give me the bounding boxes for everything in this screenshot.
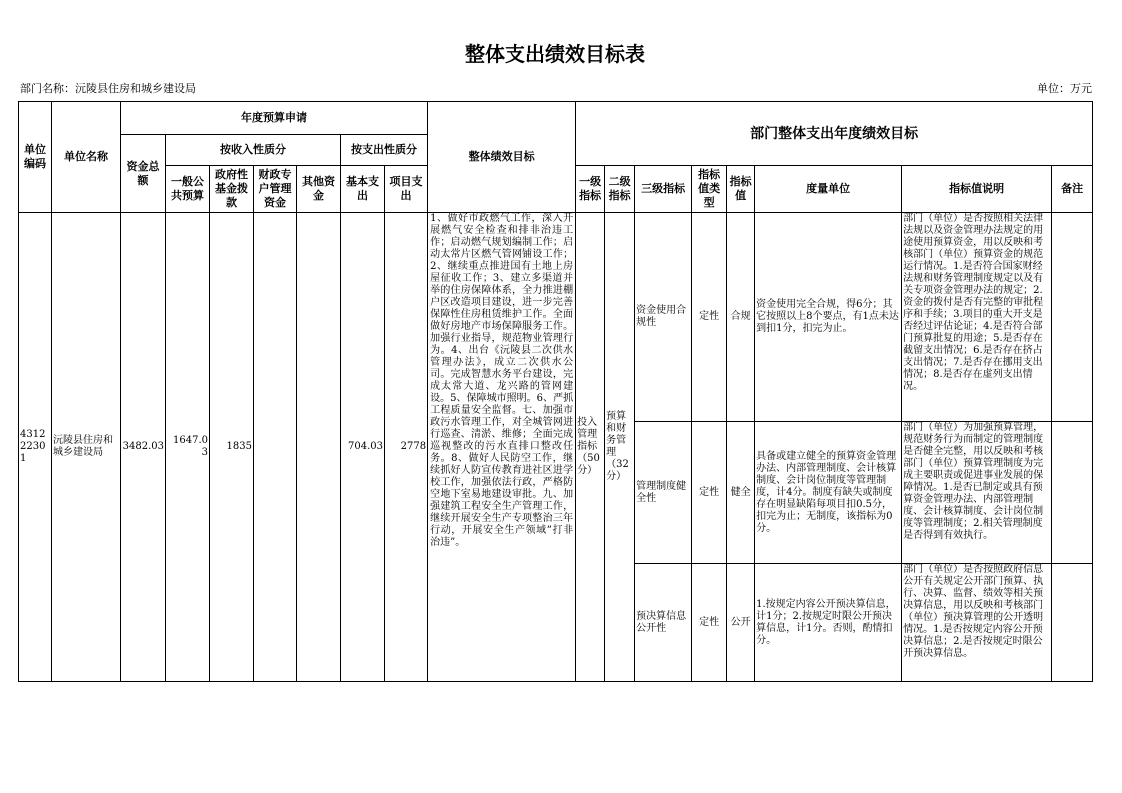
cell-value: 公开 — [727, 564, 755, 682]
header-gov-fund: 政府性基金拨款 — [210, 166, 254, 213]
cell-special-fund — [254, 213, 297, 682]
cell-project-exp: 2778 — [385, 213, 428, 682]
header-special-fund: 财政专户管理资金 — [254, 166, 297, 213]
cell-value-type: 定性 — [692, 422, 727, 564]
header-total-funds: 资金总额 — [121, 135, 166, 213]
cell-remark — [1052, 564, 1093, 682]
cell-measure-unit: 具备或建立健全的预算资金管理办法、内部管理制度、会计核算制度、会计岗位制度等管理制度，计4分。制度有缺失或制度存在明显缺陷每项目扣0.5分，扣完为止；无制度，该指标为0分。 — [755, 422, 902, 564]
performance-table — [18, 101, 1093, 682]
cell-value: 合规 — [727, 213, 755, 422]
unit-value: 万元 — [1070, 82, 1092, 95]
cell-basic-exp: 704.03 — [341, 213, 385, 682]
value-desc-text: 部门（单位）是否按照政府信息公开有关规定公开部门预算、执行、决算、监督、绩效等相关预决算信息，用以反映和考核部门（单位）预决算管理的公开透明情况。1.是否按规定内容公开预决算信息；2.是否按规定时限公开预决算信息。 — [903, 564, 1044, 659]
header-level2: 二级指标 — [605, 166, 635, 213]
header-level1: 一级指标 — [576, 166, 605, 213]
cell-unit-code: 43122230 1 — [19, 213, 52, 682]
cell-general-budget: 1647.03 — [166, 213, 210, 682]
department-name: 部门名称：沅陵县住房和城乡建设局 — [20, 82, 196, 95]
header-by-income: 按收入性质分 — [166, 135, 341, 166]
value-desc-text: 部门（单位）是否按照相关法律法规以及资金管理办法规定的用途使用预算资金，用以反映和考核部门（单位）预算资金的规范运行情况。1.是否符合国家财经法规和财务管理制度规定以及有关专项资金管理办法的规定；2.资金的拨付是否有完整的审批程序和手续；3.项目的重大开支是否经过评估论证；4.是否符合部门预算批复的用途；5.是否存在截留支出情况；6.是否存在挤占支出情况；7.是否存在挪用支出情况；8.是否存在虚列支出情况。 — [903, 213, 1044, 392]
header-budget-apply: 年度预算申请 — [121, 102, 428, 135]
unit-label: 单位：万元 — [1037, 82, 1092, 95]
cell-remark — [1052, 422, 1093, 564]
header-level3: 三级指标 — [635, 166, 692, 213]
header-unit-name: 单位名称 — [52, 102, 121, 213]
cell-other-fund — [297, 213, 341, 682]
cell-overall-goal — [428, 213, 576, 682]
cell-total-funds: 3482.03 — [121, 213, 166, 682]
header-measure-unit: 度量单位 — [755, 166, 902, 213]
cell-level2: 预算和财务管理（32分） — [605, 213, 635, 682]
cell-level1: 投入管理指标（50分） — [576, 213, 605, 682]
cell-remark — [1052, 213, 1093, 422]
header-project-exp: 项目支出 — [385, 166, 428, 213]
header-value: 指标值 — [727, 166, 755, 213]
header-by-expense: 按支出性质分 — [341, 135, 428, 166]
cell-value-type: 定性 — [692, 564, 727, 682]
cell-level3: 管理制度健全性 — [635, 422, 692, 564]
header-overall-goal: 整体绩效目标 — [428, 102, 576, 213]
header-remark: 备注 — [1052, 166, 1093, 213]
header-other-fund: 其他资金 — [297, 166, 341, 213]
header-value-type: 指标值类型 — [692, 166, 727, 213]
cell-unit-name: 沅陵县住房和城乡建设局 — [52, 213, 121, 682]
cell-value-desc — [902, 213, 1052, 422]
header-unit-code: 单位编码 — [19, 102, 52, 213]
overall-goal-text: 1、做好市政燃气工作，深入开展燃气安全检查和排非治违工作；启动燃气规划编制工作；启动太常片区燃气管网铺设工作；2、继续重点推进国有土地上房屋征收工作；3、建立多渠道并举的住房保障体系，全力推进棚户区改造项目建设，进一步完善保障性住房租赁维护工作。全面做好房地产市场保障服务工作。加强行业指导，规范物业管理行为。4、出台《沅陵县二次供水管理办法》，成立二次供水公司。完成智慧水务平台建设，完成太常大道、龙兴路的管网建设。5、保障城市照明。6、严抓工程质量安全监督。七、加强市政污水管理工作，对全城管网进行巡查、清淤、维修；全面完成巡视整改的污水直排口整改任务。8、做好人民防空工作，继续抓好人防宣传教育进社区进学校工作，加强依法行政，严格防空地下室易地建设审批。九、加强建筑工程安全生产管理工作，继续开展安全生产专项整治三年行动，开展安全生产领域”打非治违”。 — [430, 213, 574, 548]
header-general-budget: 一般公共预算 — [166, 166, 210, 213]
cell-gov-fund: 1835 — [210, 213, 254, 682]
cell-value-type: 定性 — [692, 213, 727, 422]
header-value-desc: 指标值说明 — [902, 166, 1052, 213]
header-dept-goal: 部门整体支出年度绩效目标 — [576, 102, 1093, 166]
cell-measure-unit: 1.按规定内容公开预决算信息，计1分；2.按规定时限公开预决算信息，计1分。否则，酌情扣分。 — [755, 564, 902, 682]
cell-value: 健全 — [727, 422, 755, 564]
cell-measure-unit: 资金使用完全合规，得6分；其它按照以上8个要点，有1点未达到扣1分，扣完为止。 — [755, 213, 902, 422]
value-desc-text: 部门（单位）为加强预算管理，规范财务行为而制定的管理制度是否健全完整，用以反映和考核部门（单位）预算管理制度为完成主要职责或促进事业发展的保障情况。1.是否已制定或具有预算资金管理办法、内部管理制度、会计核算制度、会计岗位制度等管理制度；2.相关管理制度是否得到有效执行。 — [903, 422, 1044, 541]
page-title: 整体支出绩效目标表 — [465, 42, 645, 66]
cell-level3: 预决算信息公开性 — [635, 564, 692, 682]
cell-level3: 资金使用合规性 — [635, 213, 692, 422]
cell-value-desc — [902, 422, 1052, 564]
cell-value-desc — [902, 564, 1052, 682]
header-basic-exp: 基本支出 — [341, 166, 385, 213]
